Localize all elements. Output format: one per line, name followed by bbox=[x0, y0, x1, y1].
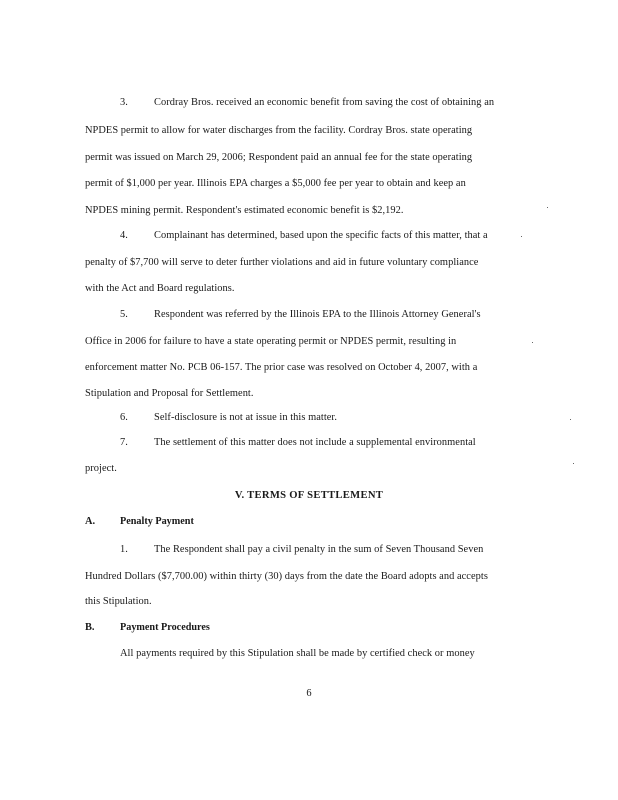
penalty-paragraph-line-2: Hundred Dollars ($7,700.00) within thirty (30) days from the date the Board adopts and accepts bbox=[85, 571, 488, 582]
paragraph-5-line-3: enforcement matter No. PCB 06-157. The prior case was resolved on October 4, 2007, with a bbox=[85, 362, 478, 373]
paragraph-5-line-4: Stipulation and Proposal for Settlement. bbox=[85, 388, 254, 399]
section-heading: V. TERMS OF SETTLEMENT bbox=[234, 490, 384, 501]
paragraph-3-line-5: NPDES mining permit. Respondent's estimated economic benefit is $2,192. bbox=[85, 205, 404, 216]
paragraph-3-line-3: permit was issued on March 29, 2006; Respondent paid an annual fee for the state operating bbox=[85, 152, 473, 163]
subsection-a-title: Penalty Payment bbox=[120, 516, 194, 527]
scan-speck bbox=[570, 419, 571, 420]
scan-speck bbox=[573, 463, 574, 464]
penalty-paragraph-line-3: this Stipulation. bbox=[85, 596, 152, 607]
paragraph-7-line-2: project. bbox=[85, 463, 117, 474]
paragraph-6-line-1: Self-disclosure is not at issue in this matter. bbox=[154, 412, 338, 423]
payment-procedures-line-1: All payments required by this Stipulation shall be made by certified check or money bbox=[120, 648, 475, 659]
paragraph-3-line-4: permit of $1,000 per year. Illinois EPA charges a $5,000 fee per year to obtain and keep an bbox=[85, 178, 466, 189]
paragraph-4-number: 4. bbox=[120, 230, 128, 241]
subsection-b-letter: B. bbox=[85, 622, 95, 633]
paragraph-7-number: 7. bbox=[120, 437, 128, 448]
paragraph-3-line-1: Cordray Bros. received an economic benefit from saving the cost of obtaining an bbox=[154, 97, 495, 108]
paragraph-5-number: 5. bbox=[120, 309, 128, 320]
penalty-paragraph-line-1: The Respondent shall pay a civil penalty in the sum of Seven Thousand Seven bbox=[154, 544, 484, 555]
paragraph-5-line-1: Respondent was referred by the Illinois EPA to the Illinois Attorney General's bbox=[154, 309, 481, 320]
page-number: 6 bbox=[306, 688, 312, 699]
paragraph-5-line-2: Office in 2006 for failure to have a state operating permit or NPDES permit, resulting in bbox=[85, 336, 457, 347]
scan-speck bbox=[547, 207, 548, 208]
subsection-b-title: Payment Procedures bbox=[120, 622, 210, 633]
paragraph-3-line-2: NPDES permit to allow for water discharges from the facility. Cordray Bros. state operating bbox=[85, 125, 473, 136]
paragraph-4-line-2: penalty of $7,700 will serve to deter further violations and aid in future voluntary compliance bbox=[85, 257, 479, 268]
paragraph-7-line-1: The settlement of this matter does not include a supplemental environmental bbox=[154, 437, 476, 448]
penalty-paragraph-number: 1. bbox=[120, 544, 128, 555]
paragraph-6-number: 6. bbox=[120, 412, 128, 423]
scan-speck bbox=[532, 342, 533, 343]
paragraph-3-number: 3. bbox=[120, 97, 128, 108]
paragraph-4-line-1: Complainant has determined, based upon the specific facts of this matter, that a bbox=[154, 230, 488, 241]
scan-speck bbox=[521, 236, 522, 237]
subsection-a-letter: A. bbox=[85, 516, 96, 527]
paragraph-4-line-3: with the Act and Board regulations. bbox=[85, 283, 235, 294]
